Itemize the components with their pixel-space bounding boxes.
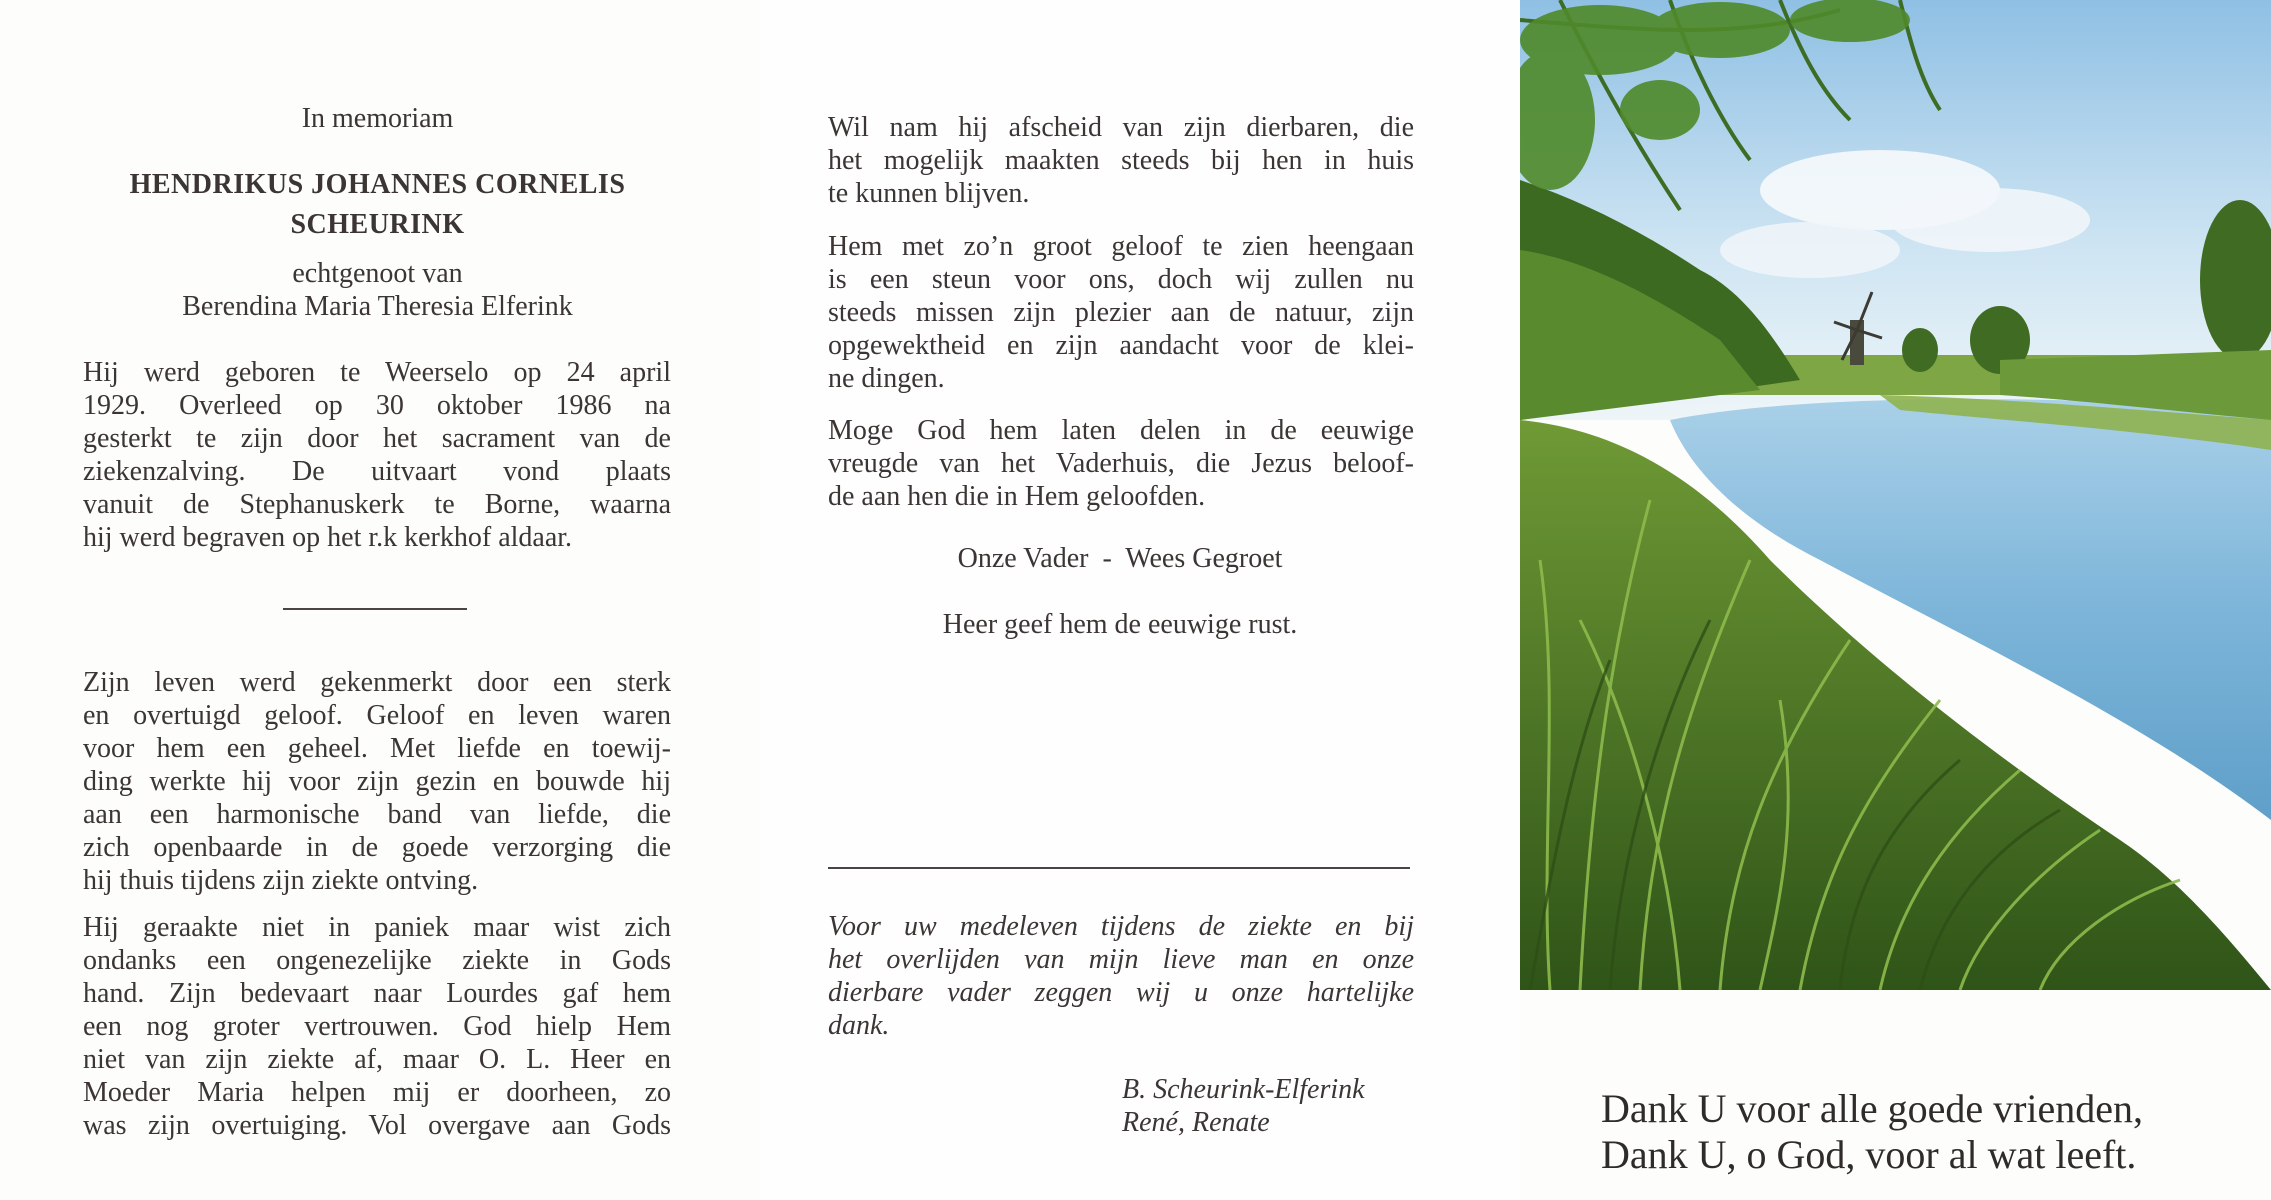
faith-line: Hij geraakte niet in paniek maar wist zich bbox=[83, 912, 671, 943]
eternal-rest-line: Heer geef hem de eeuwige rust. bbox=[942, 609, 1298, 640]
life-line: voor hem een geheel. Met liefde en toewij- bbox=[83, 733, 671, 764]
caption-line2: Dank U, o God, voor al wat leeft. bbox=[1601, 1132, 2137, 1177]
caption-line1: Dank U voor alle goede vrienden, bbox=[1601, 1086, 2144, 1131]
middle-panel bbox=[760, 0, 1520, 1200]
spouse-intro: echtgenoot van bbox=[292, 258, 463, 289]
life-line: zich openbaarde in de goede verzorging die bbox=[83, 832, 671, 863]
support-line: opgewektheid en zijn aandacht voor de klei- bbox=[828, 330, 1414, 361]
support-line: ne dingen. bbox=[828, 363, 945, 394]
bio-line: 1929. Overleed op 30 oktober 1986 na bbox=[83, 390, 671, 421]
thanks-line: het overlijden van mijn lieve man en onze bbox=[828, 944, 1414, 975]
signature-wife: B. Scheurink-Elferink bbox=[1122, 1074, 1365, 1105]
support-line: steeds missen zijn plezier aan de natuur, zijn bbox=[828, 297, 1414, 328]
thanks-divider bbox=[828, 867, 1410, 869]
deceased-name-line2: SCHEURINK bbox=[290, 209, 465, 240]
bio-line: hij werd begraven op het r.k kerkhof aldaar. bbox=[83, 522, 573, 553]
life-line: hij thuis tijdens zijn ziekte ontving. bbox=[83, 865, 479, 896]
landscape-photo bbox=[1520, 0, 2271, 990]
prayer-line: Moge God hem laten delen in de eeuwige bbox=[828, 415, 1414, 446]
life-line: aan een harmonische band van liefde, die bbox=[83, 799, 671, 830]
life-line: ding werkte hij voor zijn gezin en bouwde hij bbox=[83, 766, 671, 797]
heading-in-memoriam: In memoriam bbox=[301, 103, 454, 134]
thanks-line: dank. bbox=[828, 1010, 890, 1041]
faith-line: Moeder Maria helpen mij er doorheen, zo bbox=[83, 1077, 671, 1108]
faith-line: ondanks een ongenezelijke ziekte in Gods bbox=[83, 945, 671, 976]
farewell-line: Wil nam hij afscheid van zijn dierbaren, die bbox=[828, 112, 1414, 143]
bio-line: gesterkt te zijn door het sacrament van de bbox=[83, 423, 671, 454]
thanks-line: Voor uw medeleven tijdens de ziekte en bij bbox=[828, 911, 1414, 942]
spouse-name: Berendina Maria Theresia Elferink bbox=[182, 291, 573, 322]
support-line: Hem met zo’n groot geloof te zien heengaan bbox=[828, 231, 1414, 262]
faith-line: een nog groter vertrouwen. God hielp Hem bbox=[83, 1011, 671, 1042]
left-panel bbox=[0, 0, 760, 1200]
signature-children: René, Renate bbox=[1122, 1107, 1270, 1138]
divider-rule bbox=[283, 608, 467, 610]
thanks-line: dierbare vader zeggen wij u onze hartelijke bbox=[828, 977, 1414, 1008]
faith-line: hand. Zijn bedevaart naar Lourdes gaf hem bbox=[83, 978, 671, 1009]
prayer-line: vreugde van het Vaderhuis, die Jezus beloof- bbox=[828, 448, 1414, 479]
cloud bbox=[1890, 188, 2090, 252]
farewell-line: het mogelijk maakten steeds bij hen in huis bbox=[828, 145, 1414, 176]
life-line: en overtuigd geloof. Geloof en leven waren bbox=[83, 700, 671, 731]
cloud bbox=[1720, 222, 1900, 278]
prayers-line: Onze Vader - Wees Gegroet bbox=[957, 543, 1283, 574]
farewell-line: te kunnen blijven. bbox=[828, 178, 1030, 209]
deceased-name-line1: HENDRIKUS JOHANNES CORNELIS bbox=[129, 169, 626, 200]
bio-line: Hij werd geboren te Weerselo op 24 april bbox=[83, 357, 671, 388]
faith-line: niet van zijn ziekte af, maar O. L. Heer en bbox=[83, 1044, 671, 1075]
bio-line: vanuit de Stephanuskerk te Borne, waarna bbox=[83, 489, 671, 520]
support-line: is een steun voor ons, doch wij zullen nu bbox=[828, 264, 1414, 295]
bio-line: ziekenzalving. De uitvaart vond plaats bbox=[83, 456, 671, 487]
faith-line: was zijn overtuiging. Vol overgave aan Gods bbox=[83, 1110, 671, 1141]
prayer-line: de aan hen die in Hem geloofden. bbox=[828, 481, 1206, 512]
life-line: Zijn leven werd gekenmerkt door een sterk bbox=[83, 667, 671, 698]
